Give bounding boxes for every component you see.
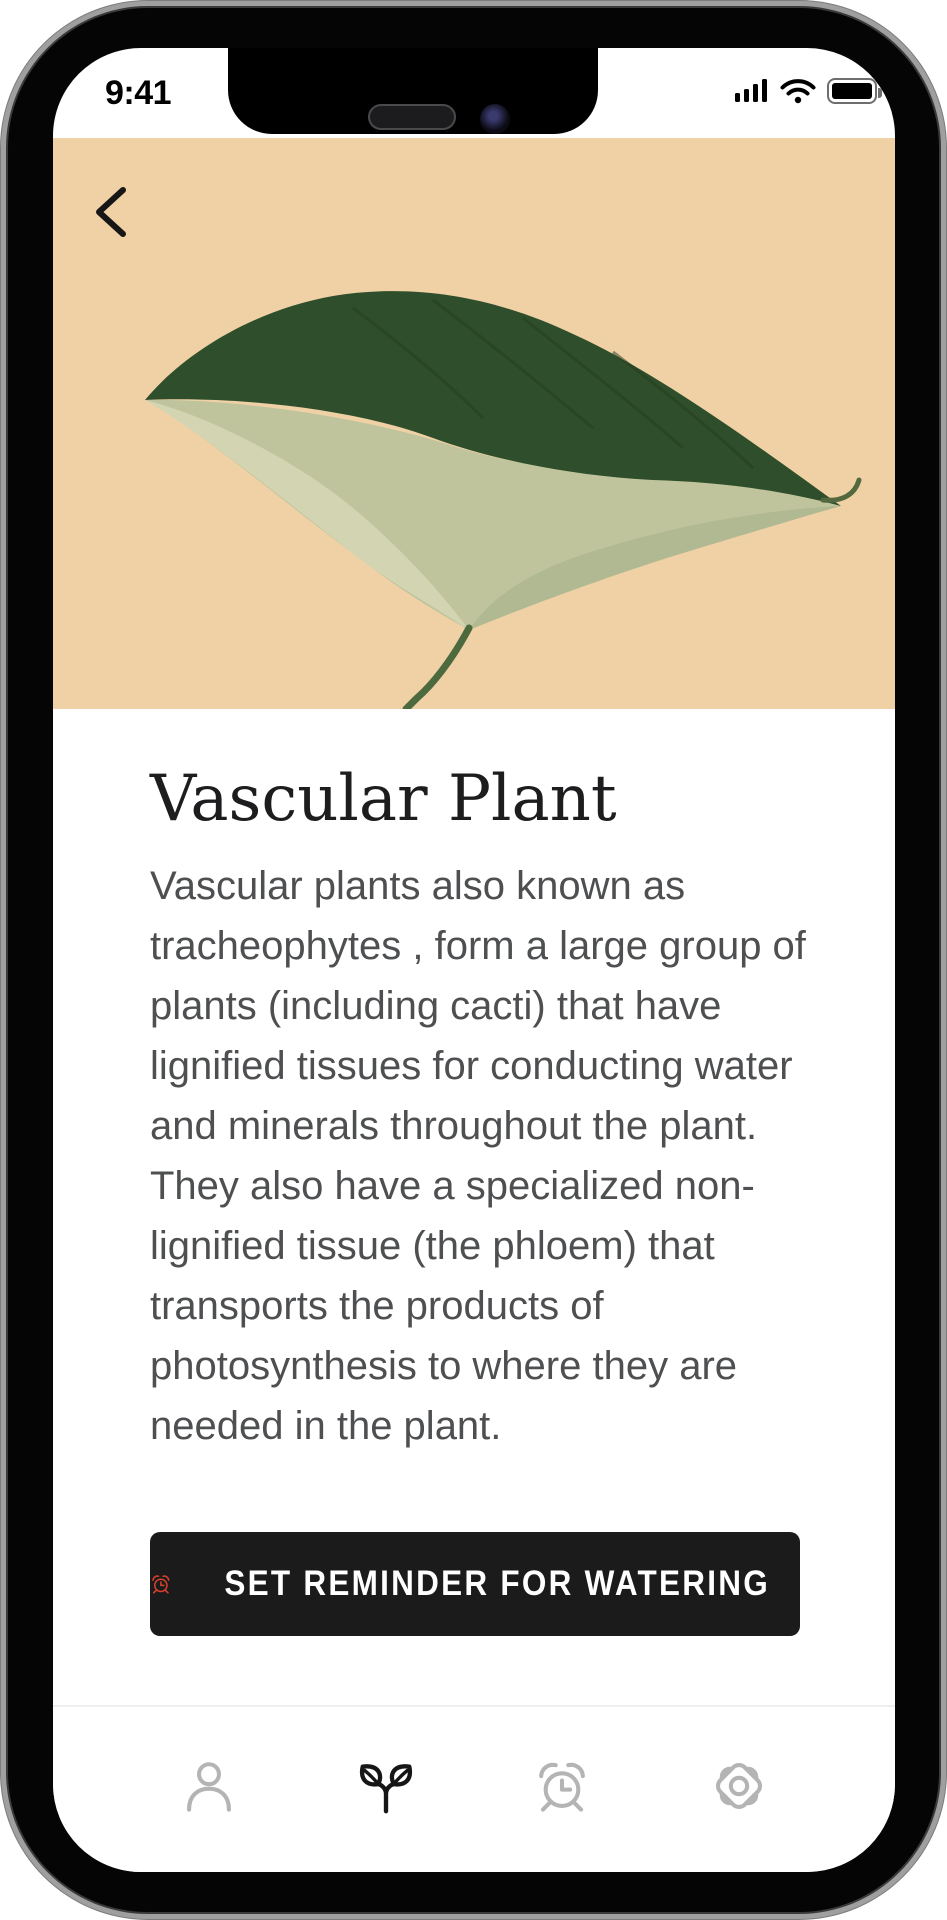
wifi-icon <box>780 78 816 104</box>
tab-plants[interactable] <box>350 1750 422 1822</box>
tab-reminders[interactable] <box>526 1750 598 1822</box>
page-title: Vascular Plant <box>150 762 617 836</box>
mute-switch <box>0 288 8 372</box>
article-body: Vascular plants also known as tracheophytes , form a large group of plants (including cacti) that have lignified tissues for conducting water and minerals throughout the plant. They also have a specialized non-lignified tissue (the phloem) that transports the products of photosynthesis to where they are needed in the plant. <box>150 864 806 1448</box>
speaker-grille <box>368 104 456 130</box>
alarm-icon <box>533 1757 591 1815</box>
alarm-clock-icon <box>150 1560 172 1608</box>
volume-up-button <box>0 437 8 557</box>
person-icon <box>180 1757 238 1815</box>
leaf-photo <box>53 138 895 709</box>
set-reminder-label: SET REMINDER FOR WATERING <box>224 1564 770 1603</box>
power-button <box>939 493 947 705</box>
battery-full-icon <box>827 78 877 104</box>
cellular-signal-icon <box>735 78 769 104</box>
tab-profile[interactable] <box>173 1750 245 1822</box>
chevron-left-icon <box>93 186 129 238</box>
back-button[interactable] <box>87 182 135 242</box>
tab-settings[interactable] <box>703 1750 775 1822</box>
plant-photo-header <box>53 138 895 709</box>
gear-icon <box>710 1757 768 1815</box>
notch <box>228 48 598 134</box>
tab-bar <box>53 1705 895 1872</box>
clock-time: 9:41 <box>105 74 172 112</box>
volume-down-button <box>0 592 8 712</box>
front-camera <box>480 104 510 134</box>
set-reminder-button[interactable] <box>150 1532 800 1636</box>
status-icons <box>735 78 877 104</box>
sprout-icon <box>355 1755 417 1817</box>
app-screen <box>53 48 895 1872</box>
